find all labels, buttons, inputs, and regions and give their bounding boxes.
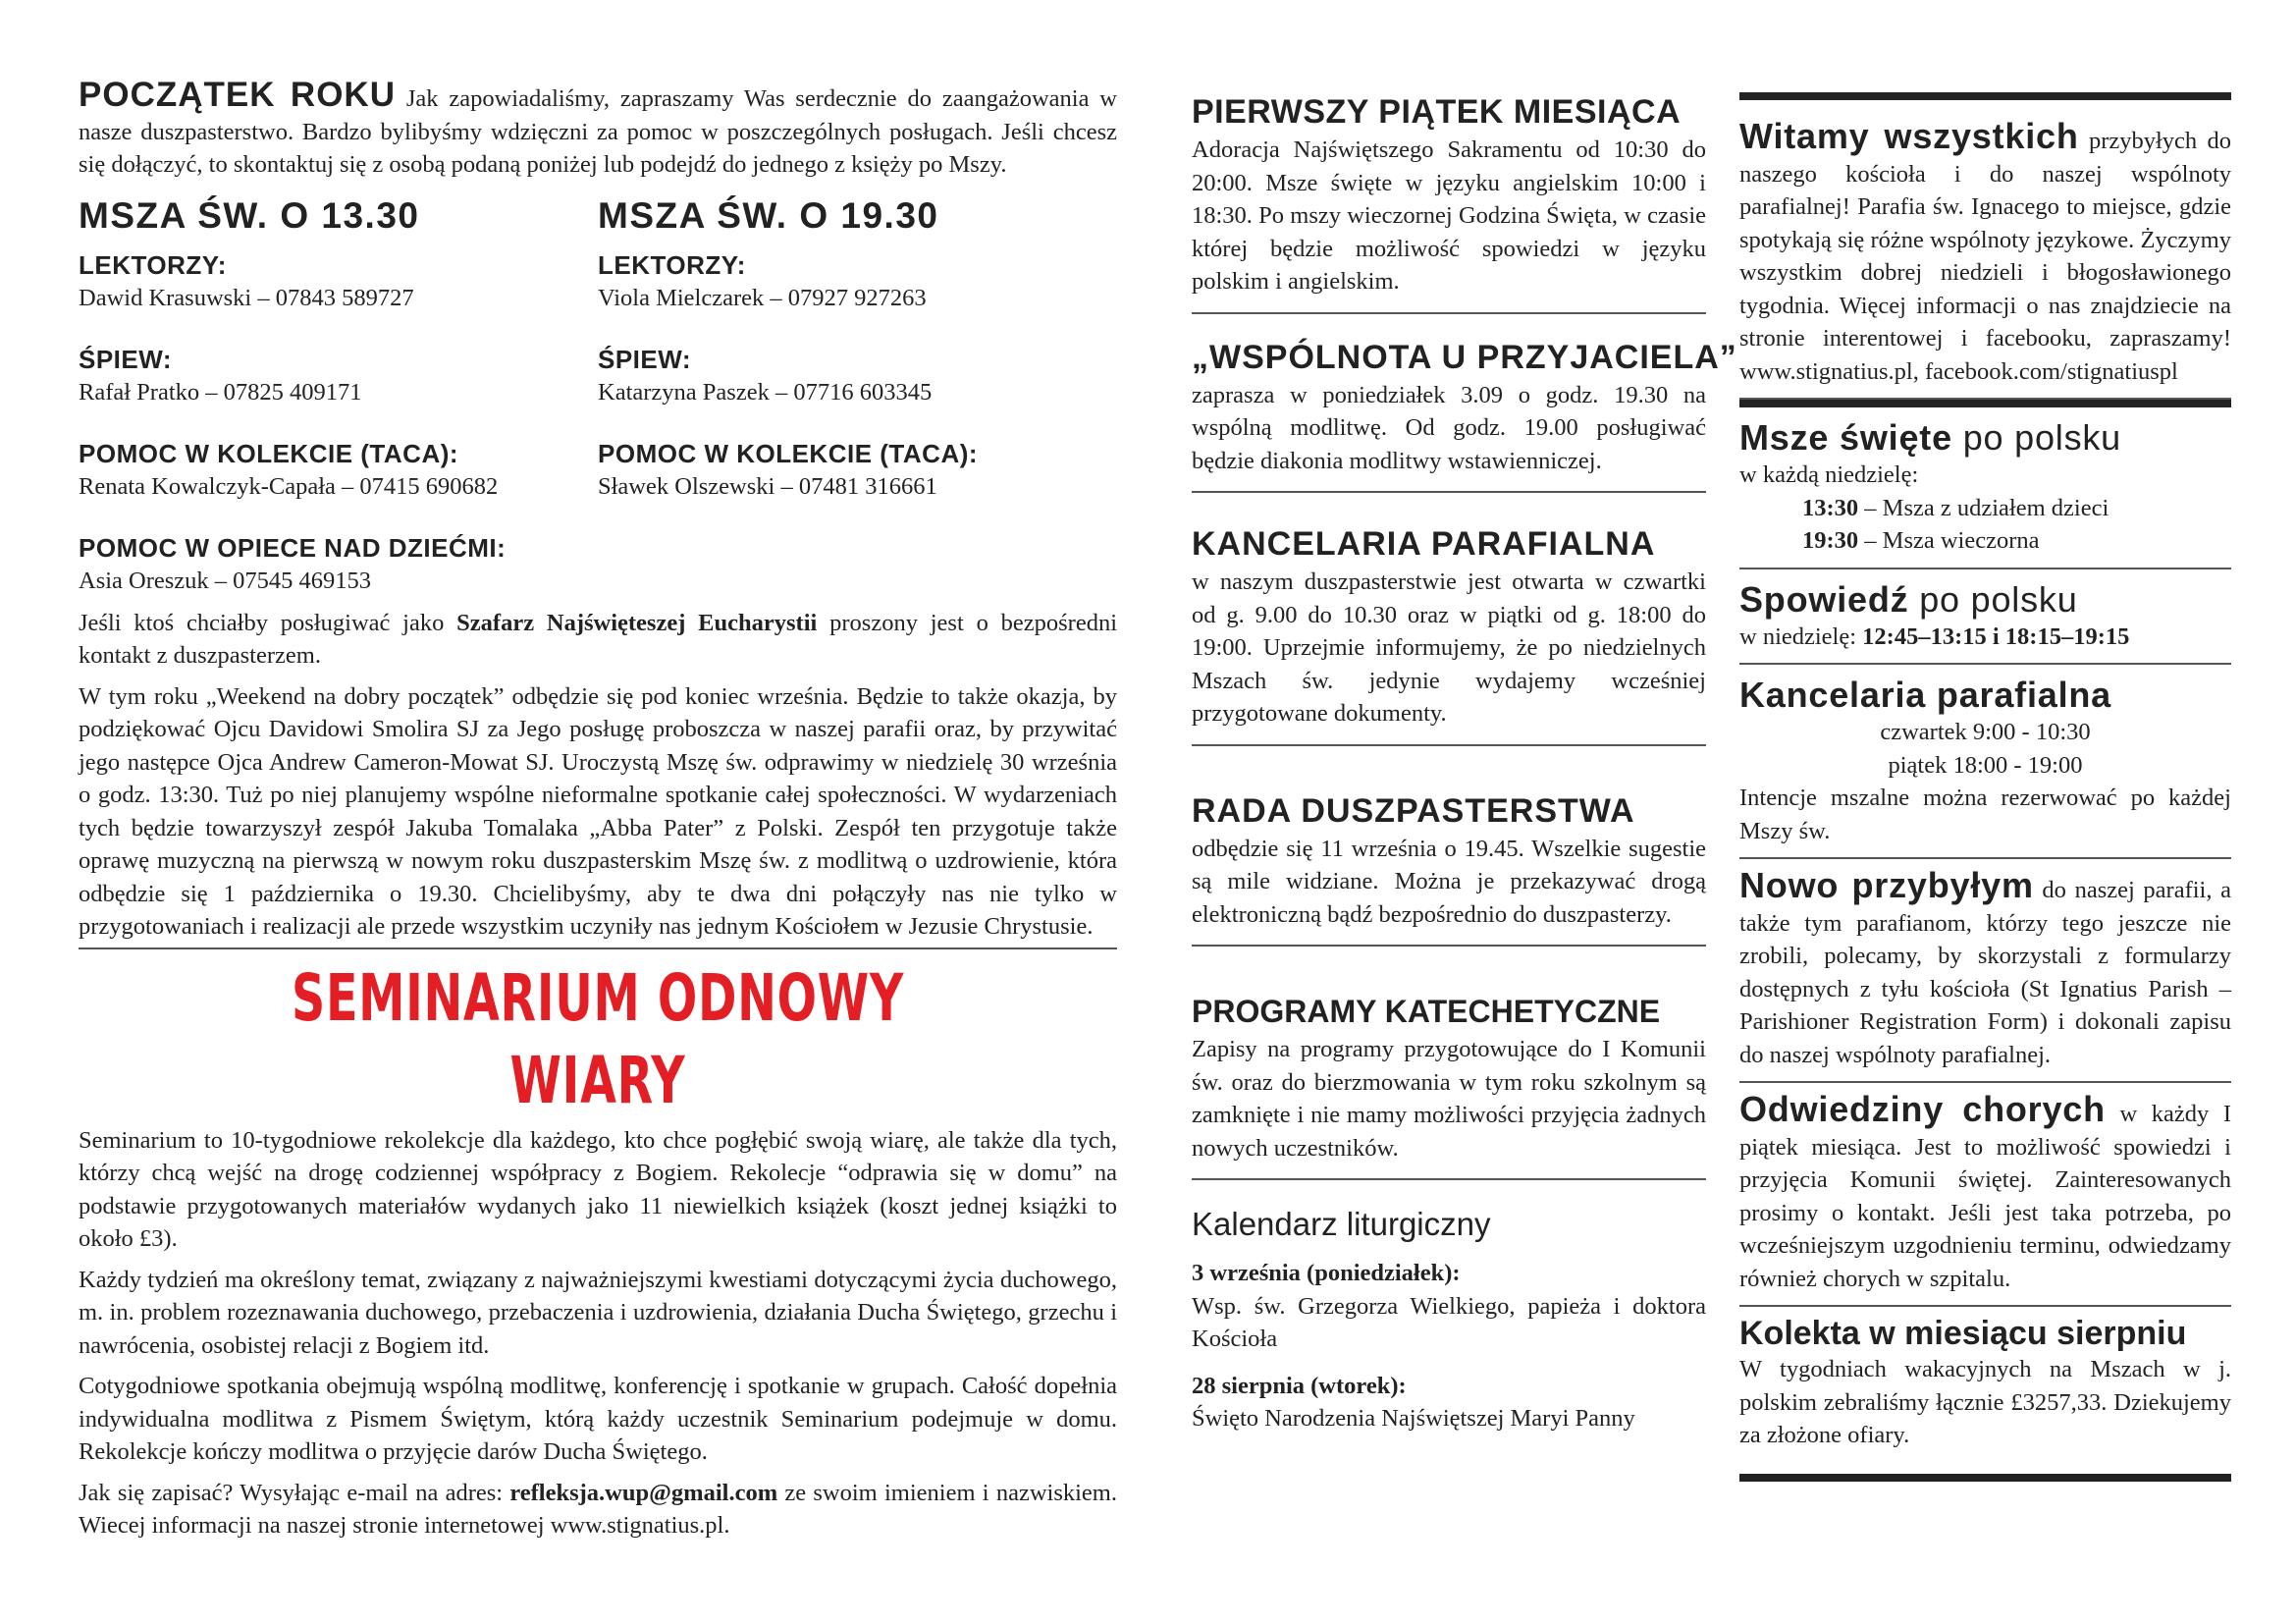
catechesis-section: [1192, 947, 1706, 1180]
lectors-contact: Dawid Krasuwski – 07843 589727: [79, 284, 414, 311]
confession-prefix: w niedzielę:: [1739, 623, 1863, 650]
calendar-entry-1: [1192, 1257, 1706, 1290]
collection-section: [1739, 1307, 2231, 1474]
office-section: [1192, 493, 1706, 746]
intro-text: Jak zapowiadaliśmy, zapraszamy Was serdecznie do zaangażowania w nasze duszpasterstwo. Bardzo bylibyśmy wdzięczni za pomoc w poszczególnych posługach. Jeśli chcesz się dołączyć, to skontaktuj się z osobą podaną poniżej lub podejdź do jednego z księży po Mszy.: [79, 85, 1117, 178]
community-title: „WSPÓLNOTA U PRZYJACIELA”: [1192, 338, 1737, 376]
welcome-text: [1739, 116, 2231, 388]
signup-text-end: ze swoim imieniem i nazwiskiem. Wiecej informacji na naszej stronie internetowej www.stignatius.pl.: [79, 1479, 1117, 1539]
singing-contact: Rafał Pratko – 07825 409171: [79, 378, 362, 406]
collection-text: W tygodniach wakacyjnych na Mszach w j. polskim zebraliśmy łącznie £3257,33. Dziekujemy za złożone ofiary.: [1739, 1356, 2231, 1448]
right-column: [1739, 92, 2231, 1482]
newcomers-heading: Nowo przybyłym: [1739, 865, 2034, 905]
mass-1930-title: MSZA ŚW. O 19.30: [598, 194, 939, 236]
lectors-contact: Viola Mielczarek – 07927 927263: [598, 284, 927, 311]
confession-section: [1739, 569, 2231, 666]
signup-text: Jak się zapisać? Wysyłając e-mail na adres:: [79, 1479, 510, 1506]
main-column: [79, 76, 1118, 1550]
calendar-date-2: 28 sierpnia (wtorek):: [1192, 1372, 1407, 1399]
eucharist-text: Jeśli ktoś chciałby posługiwać jako: [79, 609, 457, 636]
mass-item-1: [1739, 492, 2231, 525]
welcome-body: przybyłych do naszego kościoła i do naszej wspólnoty parafialnej! Parafia św. Ignacego to miejsce, gdzie spotykają się różne wspólnoty językowe. Życzymy wszystkim dobrej niedzieli i błogosławionego tygodnia. Więcej informacji o nas znajdziecie na stronie interentowej i facebooku, zapraszamy! www.stignatius.pl, facebook.com/stignatiuspl: [1739, 128, 2231, 385]
collection-contact: Sławek Olszewski – 07481 316661: [598, 472, 937, 500]
calendar-date-1: 3 września (poniedziałek):: [1192, 1260, 1461, 1286]
mass-volunteers: [79, 191, 1117, 607]
office-text: w naszym duszpasterstwie jest otwarta w czwartki od g. 9.00 do 10.30 oraz w piątki od g. 18:00 do 19:00. Uprzejmie informujemy, że po niedzielnych Mszach św. jedynie wydajemy wcześniej przygotowane dokumenty.: [1192, 568, 1706, 727]
mass-desc-1: – Msza z udziałem dzieci: [1858, 494, 2109, 521]
bottom-rule: [1739, 1474, 2231, 1482]
sick-visits-text: [1739, 1089, 2231, 1295]
welcome-heading: Witamy wszystkich: [1739, 116, 2079, 156]
lectors-label: LEKTORZY:: [598, 249, 746, 280]
office-hours-thursday: czwartek 9:00 - 10:30: [1880, 719, 2091, 745]
first-friday-title: PIERWSZY PIĄTEK MIESIĄCA: [1192, 93, 1682, 131]
singing-label: ŚPIEW:: [79, 344, 172, 374]
sick-visits-heading: Odwiedziny chorych: [1739, 1089, 2106, 1129]
office-hours-friday: piątek 18:00 - 19:00: [1888, 751, 2083, 779]
newcomers-body: do naszej parafii, a także tym parafianom, którzy tego jeszcze nie zrobili, polecamy, by skorzystali z formularzy dostępnych z tyłu kościoła (St Ignatius Parish – Parishioner Registration Form) i dokonali zapisu do naszej wspólnoty parafialnej.: [1739, 877, 2231, 1068]
sick-visits-section: [1739, 1083, 2231, 1307]
singing-contact: Katarzyna Paszek – 07716 603345: [598, 378, 933, 406]
calendar-entry-1-text: Wsp. św. Grzegorza Wielkiego, papieża i doktora Kościoła: [1192, 1292, 1706, 1352]
seminar-paragraph-1: Seminarium to 10-tygodniowe rekolekcje dla każdego, kto chce pogłębić swoją wiarę, ale także dla tych, którzy chcą wejść na drogę codziennej współpracy z Bogiem. Rekolecje “odprawia się w domu” na podstawie przygotowanych materiałów wydanych jako 11 niewielkich książek (koszt jednej książki to około £3).: [79, 1126, 1117, 1252]
collection-heading: Kolekta w miesiącu sierpniu: [1739, 1315, 2187, 1352]
intentions-text: Intencje mszalne można rezerwować po każdej Mszy św.: [1739, 785, 2231, 844]
council-text: odbędzie się 11 września o 19.45. Wszelkie sugestie są mile widziane. Można je przekazywać drogą elektroniczną bądź bezpośrednio do duszpasterzy.: [1192, 835, 1706, 928]
masses-section: [1739, 407, 2231, 569]
sick-visits-body: w każdy I piątek miesiąca. Jest to możliwość spowiedzi i przyjęcia Komunii świętej. Zainteresowanych prosimy o kontakt. Jeśli jest taka potrzeba, po wcześniejszym uzgodnieniu terminu, odwiedzamy również chorych w szpitalu.: [1739, 1101, 2231, 1292]
confession-hours: 12:45–13:15 i 18:15–19:15: [1862, 623, 2130, 650]
office-hours-heading: Kancelaria parafialna: [1739, 675, 2111, 715]
seminar-paragraph-4: [79, 1477, 1117, 1543]
divider: [79, 947, 1117, 949]
mass-desc-2: – Msza wieczorna: [1858, 527, 2040, 554]
council-section: [1192, 746, 1706, 947]
office-hours-section: [1739, 665, 2231, 859]
masses-heading-light: po polsku: [1951, 417, 2121, 458]
mass-time-2: 19:30: [1802, 527, 1859, 554]
calendar-entry-2-text: Święto Narodzenia Najświętszej Maryi Panny: [1192, 1405, 1635, 1432]
catechesis-title: PROGRAMY KATECHETYCZNE: [1192, 994, 1661, 1029]
welcome-section: [1739, 100, 2231, 400]
childcare-label: POMOC W OPIECE NAD DZIEĆMI:: [79, 532, 507, 563]
mass-1330-title: MSZA ŚW. O 13.30: [79, 194, 420, 236]
mass-1330-block: [79, 191, 598, 607]
community-section: [1192, 314, 1737, 494]
community-text: zaprasza w poniedziałek 3.09 o godz. 19.30 na wspólną modlitwę. Od godz. 19.00 posługiwać będzie diakonia modlitwy wstawienniczej.: [1192, 381, 1706, 474]
seminar-paragraph-3: Cotygodniowe spotkania obejmują wspólną modlitwę, konferencję i spotkanie w grupach. Całość dopełnia indywidualna modlitwa z Pismem Świętym, którą każdy uczestnik Seminarium podejmuje w domu. Rekolekcje kończy modlitwa o przyjęcie darów Ducha Świętego.: [79, 1373, 1117, 1465]
office-title: KANCELARIA PARAFIALNA: [1192, 525, 1656, 563]
mass-time-1: 13:30: [1802, 494, 1859, 521]
calendar-title: Kalendarz liturgiczny: [1192, 1206, 1491, 1242]
first-friday-text: Adoracja Najświętszego Sakramentu od 10:30 do 20:00. Msze święte w języku angielskim 10:00 i 18:30. Po mszy wieczornej Godzina Święta, w czasie której będzie możliwość spowiedzi w języku polskim i angielskim.: [1192, 136, 1706, 295]
top-rule: [1739, 92, 2231, 100]
rule: [1739, 400, 2231, 407]
calendar-section: [1192, 1180, 1706, 1435]
eucharist-paragraph: [79, 607, 1117, 673]
confession-times: [1739, 621, 2231, 654]
intro-paragraph: [79, 76, 1117, 182]
confession-heading: Spowiedź: [1739, 578, 1909, 620]
confession-heading-light: po polsku: [1908, 578, 2078, 620]
eucharist-text-end: proszony jest o bezpośredni kontakt z duszpasterzem.: [79, 609, 1118, 669]
collection-contact: Renata Kowalczyk-Capała – 07415 690682: [79, 472, 499, 500]
calendar-entry-2: [1192, 1370, 1706, 1403]
singing-label: ŚPIEW:: [598, 344, 691, 374]
seminar-title: SEMINARIUM ODNOWY WIARY: [292, 959, 904, 1118]
newcomers-section: [1739, 859, 2231, 1083]
mass-1930-block: [598, 191, 1117, 607]
seminar-paragraph-2: Każdy tydzień ma określony temat, związany z najważniejszymi kwestiami dotyczącymi życia duchowego, m. in. problem rozeznawania duchowego, przebaczenia i uzdrowienia, działania Ducha Świętego, grzechu i nawrócenia, osobistej relacji z Bogiem itd.: [79, 1266, 1117, 1359]
council-title: RADA DUSZPASTERSTWA: [1192, 791, 1635, 830]
collection-label: POMOC W KOLEKCIE (TACA):: [79, 438, 459, 468]
first-friday-section: [1192, 90, 1706, 314]
intro-heading: POCZĄTEK ROKU: [79, 76, 396, 114]
mass-item-2: [1739, 524, 2231, 558]
lectors-label: LEKTORZY:: [79, 249, 227, 280]
newcomers-text: [1739, 865, 2231, 1071]
collection-label: POMOC W KOLEKCIE (TACA):: [598, 438, 979, 468]
masses-heading: Msze święte: [1739, 417, 1952, 458]
childcare-contact: Asia Oreszuk – 07545 469153: [79, 567, 372, 594]
weekend-paragraph: W tym roku „Weekend na dobry początek” odbędzie się pod koniec września. Będzie to także okazja, by podziękować Ojcu Davidowi Smolira SJ za Jego posługę proboszcza w naszej parafii oraz, by przywitać jego następce Ojca Andrew Cameron-Mowat SJ. Uroczystą Mszę św. odprawimy w niedzielę 30 września o godz. 13:30. Tuż po niej planujemy wspólne nieformalne spotkanie całej społeczności. W wydarzeniach tych będzie towarzyszył zespół Jakuba Tomalaka „Abba Pater” z Polski. Zespół ten przygotuje także oprawę muzyczną na pierwszą w nowym roku duszpasterskim Mszę św. z modlitwą o uzdrowienie, która odbędzie się 1 października o 19.30. Chcielibyśmy, aby te dwa dni połączyły nas nie tylko w przygotowaniach i realizacji ale przede wszystkim uczyniły nas jednym Kościołem w Jezusie Chrystusie.: [79, 682, 1117, 940]
middle-column: [1192, 90, 1737, 1443]
catechesis-text: Zapisy na programy przygotowujące do I Komunii św. oraz do bierzmowania w tym roku szkolnym są zamknięte i nie mamy możliwości przyjęcia żadnych nowych uczestników.: [1192, 1036, 1706, 1162]
masses-subtitle: w każdą niedzielę:: [1739, 461, 1919, 488]
eucharist-bold: Szafarz Najświęteszej Eucharystii: [456, 609, 818, 636]
signup-email-link[interactable]: refleksja.wup@gmail.com: [509, 1479, 778, 1506]
